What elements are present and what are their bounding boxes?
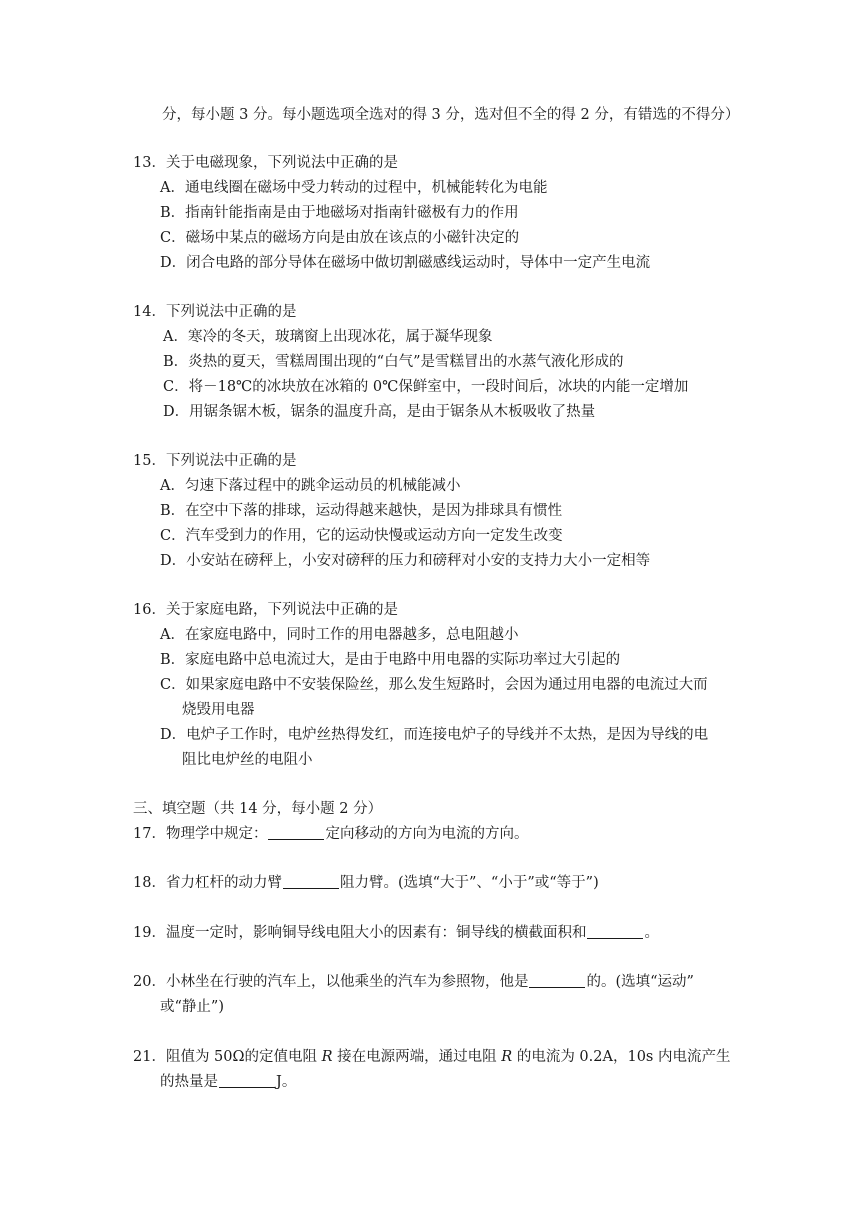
question-13-option-b: B．指南针能指南是由于地磁场对指南针磁极有力的作用 (160, 205, 519, 221)
question-14-option-b: B．炎热的夏天，雪糕周围出现的“白气”是雪糕冒出的水蒸气液化形成的 (163, 354, 624, 370)
section-3-heading: 三、填空题（共 14 分，每小题 2 分） (133, 801, 383, 817)
question-15-option-c: C．汽车受到力的作用，它的运动快慢或运动方向一定发生改变 (160, 528, 563, 544)
section-intro-continuation: 分，每小题 3 分。每小题选项全选对的得 3 分，选对但不全的得 2 分，有错选的不得分） (162, 107, 740, 123)
question-13-stem: 13．关于电磁现象，下列说法中正确的是 (133, 155, 398, 171)
question-13-option-a: A．通电线圈在磁场中受力转动的过程中，机械能转化为电能 (160, 180, 548, 196)
question-19-text-pre: 19．温度一定时，影响铜导线电阻大小的因素有：铜导线的横截面积和 (133, 925, 587, 941)
question-14-option-c: C．将－18℃的冰块放在冰箱的 0℃保鲜室中，一段时间后，冰块的内能一定增加 (163, 379, 689, 395)
question-15-stem: 15．下列说法中正确的是 (133, 453, 297, 469)
question-16-stem: 16．关于家庭电路，下列说法中正确的是 (133, 602, 398, 618)
question-15-option-a: A．匀速下落过程中的跳伞运动员的机械能减小 (160, 478, 461, 494)
question-20-answer-blank[interactable] (529, 973, 585, 988)
question-21-text-2: 接在电源两端，通过电阻 (332, 1049, 502, 1065)
question-13-option-d: D．闭合电路的部分导体在磁场中做切割磁感线运动时，导体中一定产生电流 (160, 255, 651, 271)
question-21-resistor-symbol: R (321, 1049, 333, 1065)
question-19 (133, 923, 659, 943)
question-20 (133, 972, 694, 992)
question-13-option-c: C．磁场中某点的磁场方向是由放在该点的小磁针决定的 (160, 230, 520, 246)
question-20-line-2: 或“静止”) (160, 999, 224, 1015)
question-18-text-post: 阻力臂。(选填“大于”、“小于”或“等于”) (339, 875, 599, 891)
question-18-answer-blank[interactable] (283, 874, 339, 889)
question-16-option-d-cont: 阻比电炉丝的电阻小 (182, 752, 313, 768)
question-16-option-b: B．家庭电路中总电流过大，是由于电路中用电器的实际功率过大引起的 (160, 652, 621, 668)
question-14-stem: 14．下列说法中正确的是 (133, 304, 297, 320)
question-19-answer-blank[interactable] (587, 924, 643, 939)
question-21 (133, 1047, 730, 1067)
question-21-text-3: 的电流为 0.2A，10s 内电流产生 (512, 1049, 731, 1065)
question-21-resistor-symbol-2: R (501, 1049, 513, 1065)
question-21-answer-blank[interactable] (219, 1073, 275, 1088)
question-16-option-a: A．在家庭电路中，同时工作的用电器越多，总电阻越小 (160, 627, 519, 643)
question-14-option-d: D．用锯条锯木板，锯条的温度升高，是由于锯条从木板吸收了热量 (163, 404, 596, 420)
question-17 (133, 824, 528, 844)
question-15-option-d: D．小安站在磅秤上，小安对磅秤的压力和磅秤对小安的支持力大小一定相等 (160, 553, 651, 569)
question-21-line-2-post: J。 (276, 1074, 297, 1090)
question-20-text-post: 的。(选填“运动” (586, 974, 694, 990)
question-15-option-b: B．在空中下落的排球，运动得越来越快，是因为排球具有惯性 (160, 503, 563, 519)
question-21-text-1: 21．阻值为 50Ω的定值电阻 (133, 1049, 322, 1065)
question-18 (133, 873, 599, 893)
question-16-option-d: D．电炉子工作时，电炉丝热得发红，而连接电炉子的导线并不太热，是因为导线的电 (160, 727, 709, 743)
question-14-option-a: A．寒冷的冬天，玻璃窗上出现冰花，属于凝华现象 (163, 329, 493, 345)
question-17-text-post: 定向移动的方向为电流的方向。 (325, 826, 529, 842)
question-19-text-post: 。 (644, 925, 659, 941)
question-17-text-pre: 17．物理学中规定： (133, 826, 268, 842)
question-20-text-pre: 20．小林坐在行驶的汽车上，以他乘坐的汽车为参照物，他是 (133, 974, 529, 990)
question-17-answer-blank[interactable] (268, 825, 324, 840)
question-21-line-2-pre: 的热量是 (160, 1074, 218, 1090)
question-21-line-2 (160, 1072, 296, 1092)
question-16-option-c-cont: 烧毁用电器 (182, 702, 255, 718)
question-16-option-c: C．如果家庭电路中不安装保险丝，那么发生短路时，会因为通过用电器的电流过大而 (160, 677, 708, 693)
question-18-text-pre: 18．省力杠杆的动力臂 (133, 875, 282, 891)
